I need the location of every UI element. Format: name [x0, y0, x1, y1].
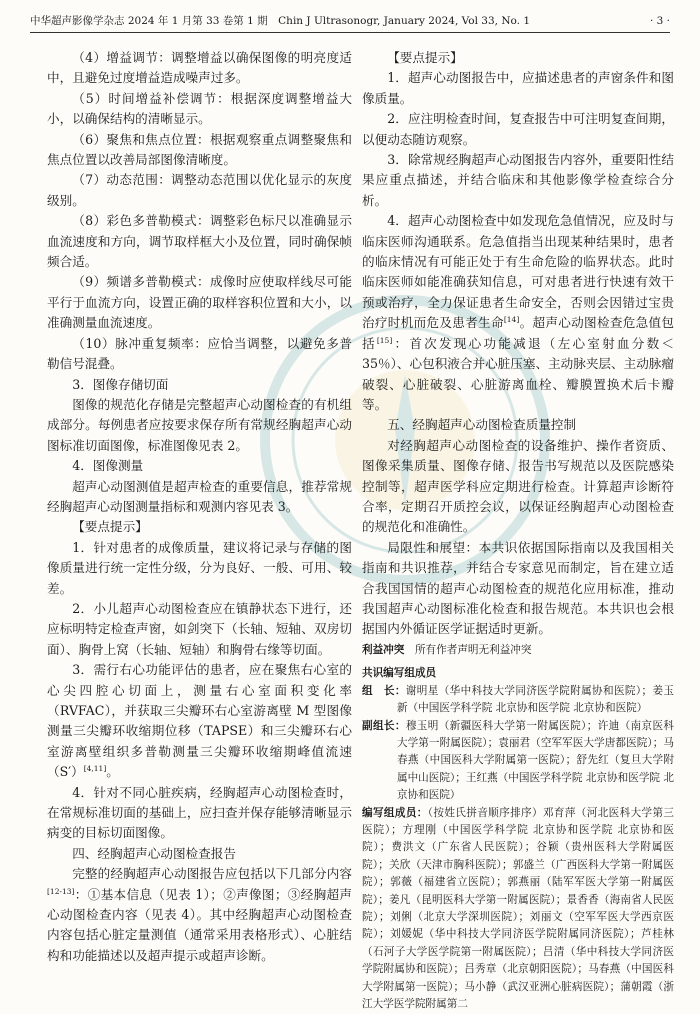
vice-leader-entry: 副组长：穆玉明（新疆医科大学第一附属医院）；许迪（南京医科大学第一附属医院）；袁丽君（空军军医大学唐都医院）；马春燕（中国医科大学附属第一医院）；舒先红（复旦大学附属中山医院）；王红燕（中国医学科学院 北京协和医学院 北京协和医院） [362, 719, 675, 802]
author-list [362, 665, 674, 1013]
paragraph: 对经胸超声心动图检查的设备维护、操作者资质、图像采集质量、图像存储、报告书写规范以及医院感染控制等，超声医学科应定期进行检查。计算超声诊断符合率，定期召开质控会议，以保证经胸超声心动图检查的规范化和准确性。 [362, 437, 674, 535]
section-heading: 3．图像存储切面 [72, 376, 169, 392]
paragraph: （5）时间增益补偿调节：根据深度调整增益大小，以确保结构的清晰显示。 [47, 90, 352, 127]
conflict-of-interest [362, 642, 674, 660]
paragraph: （4）增益调节：调整增益以确保图像的明亮度适中，且避免过度增益造成噪声过多。 [47, 50, 352, 86]
paragraph: （10）脉冲重复频率：应恰当调整，以避免多普勒信号混叠。 [47, 335, 352, 372]
paragraph: （6）聚焦和焦点位置：根据观察重点调整聚焦和焦点位置以改善局部图像清晰度。 [47, 131, 352, 168]
key-point: 3．需行右心功能评估的患者，应在聚焦右心室的心尖四腔心切面上，测量右心室面积变化率（RVFAC），并获取三尖瓣环右心室游离壁 M 型图像测量三尖瓣环收缩期位移（TAPSE）和三尖瓣环右心室游离壁组织多普勒测量三尖瓣环收缩期峰值流速（S′）[4,11]。 [47, 662, 352, 780]
section-heading: 四、经胸超声心动图检查报告 [72, 845, 236, 861]
conflict-label: 利益冲突 [362, 643, 405, 656]
key-points-heading: 【要点提示】 [387, 50, 463, 65]
conflict-text: 所有作者声明无利益冲突 [414, 643, 532, 656]
running-header [30, 10, 670, 33]
key-point: 4．针对不同心脏疾病，经胸超声心动图检查时，在常规标准切面的基础上，应扫查并保存能够清晰显示病变的目标切面图像。 [47, 784, 352, 841]
paragraph: （7）动态范围：调整动态范围以优化显示的灰度级别。 [47, 172, 352, 208]
citation-ref: [15] [376, 335, 393, 345]
citation-ref: [4,11] [83, 764, 107, 774]
key-points-heading: 【要点提示】 [72, 519, 148, 535]
section-heading: 五、经胸超声心动图检查质量控制 [387, 417, 577, 433]
citation-ref: [12-13] [47, 886, 75, 896]
paragraph: 完整的经胸超声心动图报告应包括以下几部分内容[12-13]：①基本信息（见表 1）；②声像图；③经胸超声心动图检查内容（见表 4）。其中经胸超声心动图检查内容包括心脏定量测值（通常采用表格形式）、心脏结构和功能描述以及超声提示或超声诊断。 [47, 866, 352, 963]
right-column [362, 48, 674, 1014]
key-point: 3．除常规经胸超声心动图报告内容外，重要阳性结果应重点描述，并结合临床和其他影像学检查综合分析。 [362, 152, 674, 208]
paragraph: 图像的规范化存储是完整超声心动图检查的有机组成部分。每例患者应按要求保存所有常规经胸超声心动图标准切面图像，标准图像见表 2。 [47, 396, 352, 453]
paragraph: （8）彩色多普勒模式：调整彩色标尺以准确显示血流速度和方向，调节取样框大小及位置，同时确保帧频合适。 [47, 213, 352, 270]
paragraph: 超声心动图测值是超声检查的重要信息，推荐常规经胸超声心动图测量指标和观测内容见表 3。 [47, 478, 352, 514]
citation-ref: [14] [503, 315, 520, 325]
paragraph: （9）频谱多普勒模式：成像时应使取样线尽可能平行于血流方向，设置正确的取样容积位置和大小，以准确测量血流速度。 [47, 274, 352, 331]
key-point: 1．超声心动图报告中，应描述患者的声窗条件和图像质量。 [362, 70, 674, 106]
key-point: 2．应注明检查时间，复查报告中可注明复查间期，以便动态随访观察。 [362, 111, 674, 147]
members-title: 共识编写组成员 [362, 667, 437, 680]
authors-entry: 编写组成员：（按姓氏拼音顺序排序）邓育萍（河北医科大学第三医院）；方理刚（中国医学科学院 北京协和医学院 北京协和医院）；费洪文（广东省人民医院）；谷颖（贵州医科大学附属医院）；关欣（天津市胸科医院）；郭盛兰（广西医科大学第一附属医院）；郭薇（福建省立医院）；郭燕丽（陆军军医大学第一附属医院）；姜凡（昆明医科大学第一附属医院）；景香香（海南省人民医院）；刘俐（北京大学深圳医院）；刘丽文（空军军医大学西京医院）；刘媛妮（华中科技大学同济医学院附属同济医院）；芦桂林（石河子大学医学院第一附属医院）；吕清（华中科技大学同济医学院附属协和医院）；吕秀章（北京朝阳医院）；马春燕（中国医科大学附属第一医院）；马小静（武汉亚洲心脏病医院）；蒲朝霞（浙江大学医学院附属第二 [362, 806, 675, 1011]
journal-citation: 中华超声影像学杂志 2024 年 1 月第 33 卷第 1 期 Chin J Ultrasonogr, January 2024, Vol 33, No. 1 [30, 15, 531, 27]
paragraph: 局限性和展望：本共识依据国际指南以及我国相关指南和共识推荐，并结合专家意见而制定，旨在建立适合我国国情的超声心动图检查的规范化应用标准，推动我国超声心动图标准化检查和报告规范。本共识也会根据国内外循证医学证据适时更新。 [362, 539, 674, 637]
key-point: 1．针对患者的成像质量，建议将记录与存储的图像质量进行统一定性分级，分为良好、一般、可用、较差。 [47, 539, 352, 596]
key-point: 4．超声心动图检查中如发现危急值情况，应及时与临床医师沟通联系。危急值指当出现某种结果时，患者的临床情况有可能正处于有生命危险的临界状态。此时临床医师如能准确获知信息，可对患者进行快速有效干预或治疗，全力保证患者生命安全，否则会因错过宝贵治疗时机而危及患者生命[14]。超声心动图检查危急值包括[15]：首次发现心功能减退（左心室射血分数＜35％）、心包积液合并心脏压塞、主动脉夹层、主动脉瘤破裂、心脏破裂、心脏游离血栓、瓣膜置换术后卡瓣等。 [362, 213, 675, 412]
leader-entry: 组 长：谢明星（华中科技大学同济医学院附属协和医院）；姜玉新（中国医学科学院 北京协和医学院 北京协和医院） [362, 684, 675, 715]
key-point: 2．小儿超声心动图检查应在镇静状态下进行，还应标明特定检查声窗，如剑突下（长轴、短轴、双房切面）、胸骨上窝（长轴、短轴）和胸骨右缘等切面。 [47, 600, 352, 657]
left-column [47, 48, 352, 966]
page-number: · 3 · [649, 15, 670, 27]
section-heading: 4．图像测量 [72, 458, 144, 474]
